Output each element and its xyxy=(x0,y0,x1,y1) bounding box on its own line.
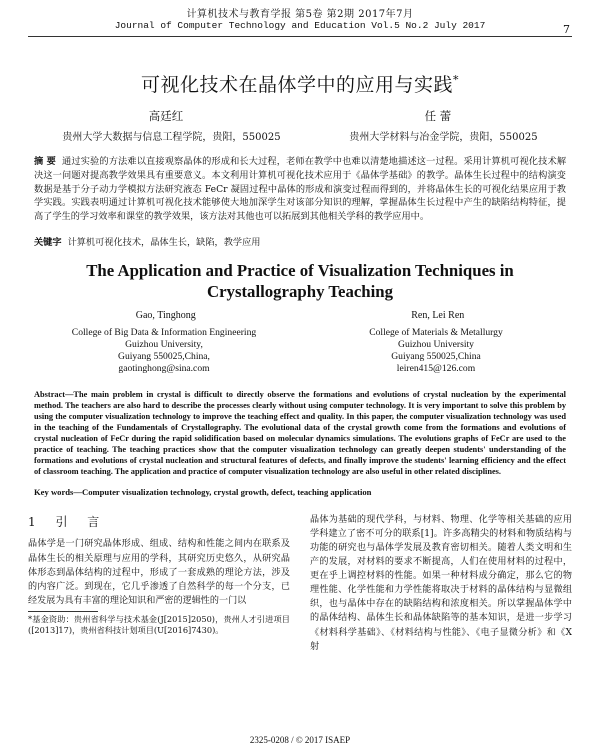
section-paragraph-left: 晶体学是一门研究晶体形成、组成、结构和性能之间内在联系及晶体生长的相关原理与应用的学科，其研究历史悠久，从研究晶体形态到晶体结构的过程中，形成了一套成熟的理论方法，涉及的内容广泛。到现在，它几乎渗透了自然科学的每一个分支，已经发展为具有丰富的理论知识和严密的逻辑性的一门以 xyxy=(28,539,290,606)
running-header-en: Journal of Computer Technology and Education Vol.5 No.2 July 2017 xyxy=(114,19,486,31)
footer-code: 2325-0208 / © 2017 ISAEP xyxy=(249,735,351,745)
body-column-right xyxy=(310,513,572,654)
affiliation-en-1-univ: Guizhou University, xyxy=(125,338,203,350)
abstract-en-label: Abstract xyxy=(34,389,66,399)
abstract-en xyxy=(28,389,572,477)
author-cn-2: 任 蕾 xyxy=(424,109,452,124)
affiliations-cn xyxy=(28,128,572,143)
authors-en xyxy=(28,310,572,321)
section-heading xyxy=(28,513,290,532)
affiliation-en-2-univ: Guizhou University xyxy=(398,338,474,350)
author-en-2: Ren, Lei Ren xyxy=(411,309,465,321)
header-rule xyxy=(28,36,572,37)
title-cn-text: 可视化技术在晶体学中的应用与实践 xyxy=(140,74,453,97)
abstract-en-text: —The main problem in crystal is difficult to directly observe the formations and evolutions of crystal nucleation by the experimental method. The teachers are also hard to describe the processes clearly without using computer technology. It is very important to solve this problem by using the computer visualization technology to improve the teaching effect and quality. In this paper, the computer visualization technology was used in the teaching of the Fundamentals of Crystallography. The evolutional data of the crystal growth come from the formations and evolutions of crystal nucleation of FeCr during the rapid solidification based on molecular dynamics simulations. The evolutions graphs of FeCr are used to the practice of teaching. The teaching practices show that the computer visualization technology can greatly deepen students' understanding of the formations and evolutions of crystal nucleation and structural features of defects, and finally improve the students' learning efficiency and the effect of classroom teaching. The application and practice of computer visualization technology are also useful in other related disciplines. xyxy=(34,389,566,476)
affiliation-en-2-dept: College of Materials & Metallurgy xyxy=(369,326,503,338)
affiliation-en-2 xyxy=(311,327,561,375)
page-number: 7 xyxy=(563,23,570,36)
title-footnote-mark: * xyxy=(453,74,459,88)
affiliation-en-1-city: Guiyang 550025,China, xyxy=(118,350,210,362)
affiliations-en xyxy=(28,327,572,375)
keywords-en-label: Key words xyxy=(34,486,74,497)
affiliation-en-1 xyxy=(39,327,289,375)
funding-footnote: *基金资助：贵州省科学与技术基金(J[2015]2050)，贵州人才引进项目([2013]17)，贵州省科技计划项目(U[2016]7430)。 xyxy=(28,613,290,636)
abstract-cn xyxy=(28,155,572,223)
section-number: 1 xyxy=(28,514,44,529)
keywords-cn xyxy=(28,234,572,248)
paper-title-cn xyxy=(28,70,572,97)
keywords-cn-label: 关键字 xyxy=(34,236,62,248)
running-header xyxy=(28,10,572,30)
paper-title-en: The Application and Practice of Visualization Techniques in Crystallography Teaching xyxy=(86,260,514,302)
body-column-left xyxy=(28,513,290,654)
author-cn-1: 高廷红 xyxy=(148,109,184,124)
affiliation-en-2-city: Guiyang 550025,China xyxy=(391,350,481,362)
author-en-1: Gao, Tinghong xyxy=(135,309,196,321)
affiliation-en-1-email: gaotinghong@sina.com xyxy=(118,362,210,374)
body-columns xyxy=(28,513,572,654)
abstract-cn-label: 摘 要 xyxy=(34,156,57,168)
affiliation-en-2-email: leiren415@126.com xyxy=(396,362,476,374)
section-title: 引 言 xyxy=(55,514,108,529)
keywords-cn-text: 计算机可视化技术，晶体生长，缺陷，教学应用 xyxy=(67,236,261,248)
keywords-en xyxy=(28,487,572,497)
affiliation-en-1-dept: College of Big Data & Information Engineering xyxy=(71,326,257,338)
running-header-cn: 计算机技术与教育学报 第5卷 第2期 2017年7月 xyxy=(186,9,414,20)
footnote-rule xyxy=(28,611,98,612)
keywords-en-text: —Computer visualization technology, crystal growth, defect, teaching application xyxy=(73,486,372,497)
affiliation-cn-1: 贵州大学大数据与信息工程学院，贵阳，550025 xyxy=(62,132,281,144)
affiliation-cn-2: 贵州大学材料与冶金学院，贵阳，550025 xyxy=(349,132,538,144)
authors-cn xyxy=(28,108,572,124)
abstract-cn-text: 通过实验的方法难以直接观察晶体的形成和长大过程，老师在教学中也难以清楚地描述这一过程。采用计算机可视化技术解决这一问题对提高教学效果具有重要意义。本文利用计算机可视化技术应用于《晶体学基础》的教学。晶体生长过程中的结构演变数据是基于分子动力学模拟方法研究液态 FeCr 凝固过程中晶体的形成和演变过程而得到的，并将晶体生长的可视化结果应用于教学实践。实践表明通过计算机可视化技术能够使大地加深学生对该部分知识的理解，掌握晶体生长过程中产生的缺陷结构特征，提高了学生的学习效率和课堂的教学效果，该方法对其他也可以拓展到其他相关学科的教学应用中。 xyxy=(34,156,567,222)
section-paragraph-right: 晶体为基础的现代学科，与材料、物理、化学等相关基础的应用学科建立了密不可分的联系[1]。许多高精尖的材料和物质结构与功能的研究也与晶体学发展及教育密切相关。随着人类文明和生产的发展，对材料的要求不断提高，人们在使用材料的过程中，更在乎上调控材料的性能。如果一种材料成分确定，那么它的物理性能、化学性能和力学性能将取决于材料的晶体结构与显微组织，也与晶体中存在的缺陷结构和浓度相关。所以掌握晶体学中的晶体结构、晶体生长和晶体缺陷等的基本知识，是进一步学习《材料科学基础》、《材料结构与性能》、《电子显微分析》和《X 射 xyxy=(310,514,572,652)
